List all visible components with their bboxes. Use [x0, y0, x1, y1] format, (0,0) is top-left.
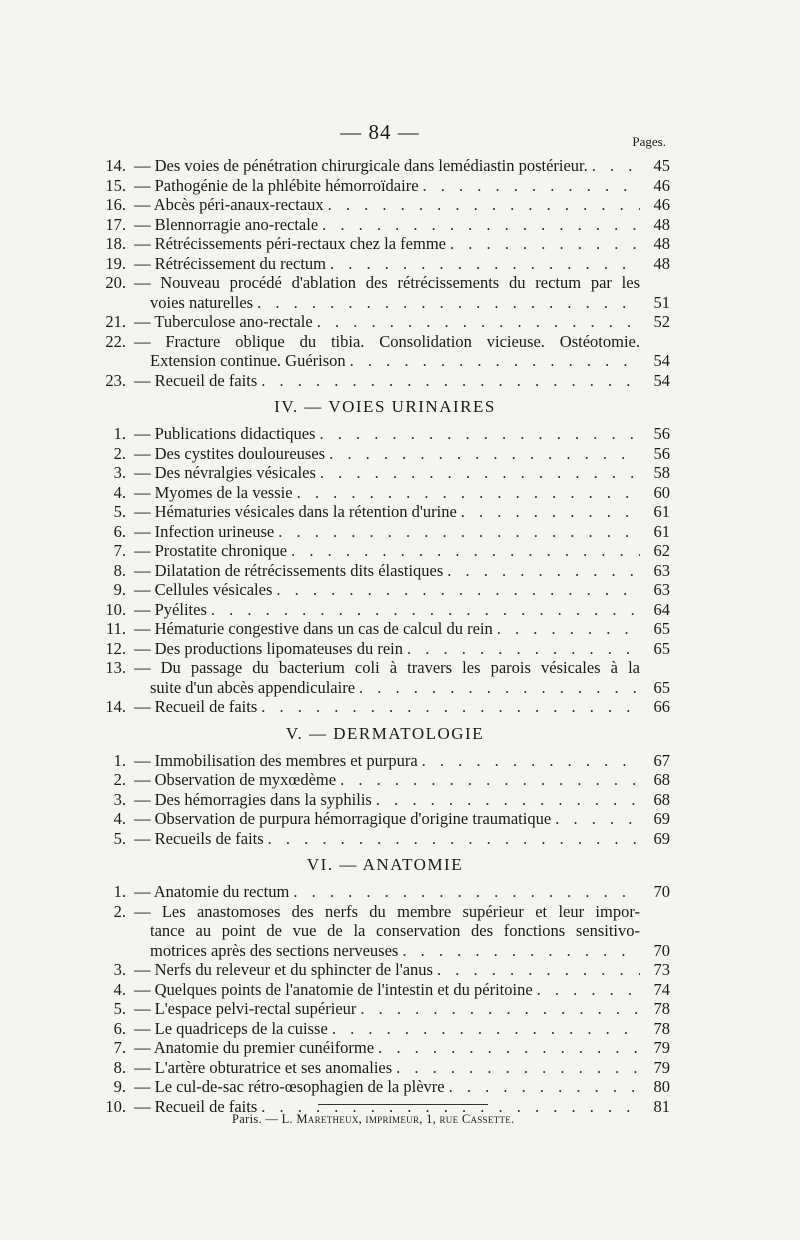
- entry-title-line: [134, 580, 640, 600]
- entry-title-text: — Le cul-de-sac rétro-œsophagien de la plèvre: [134, 1077, 445, 1096]
- toc-entry: [100, 980, 670, 1000]
- dot-leader: [447, 561, 640, 581]
- entry-number: 1.: [113, 882, 126, 901]
- entry-title-block: [134, 960, 640, 980]
- entry-page-number: 65: [653, 677, 670, 697]
- entry-title-text: — Nerfs du releveur et du sphincter de l'anus: [134, 960, 433, 979]
- entry-title-line: [134, 658, 640, 678]
- entry-title-block: [134, 697, 640, 717]
- entry-title-block: [134, 195, 640, 215]
- entry-title-text: suite d'un abcès appendiculaire: [150, 677, 356, 697]
- entry-title-line: [134, 312, 640, 332]
- dot-leader: [332, 1019, 640, 1039]
- entry-title-text: voies naturelles: [150, 292, 254, 312]
- entry-title-block: [134, 541, 640, 561]
- dot-leader: [328, 195, 640, 215]
- entry-page-number: 64: [653, 599, 670, 619]
- toc-entry: [100, 1077, 670, 1097]
- dot-leader: [402, 941, 640, 961]
- toc-entry: [100, 463, 670, 483]
- entry-page-number: 68: [653, 789, 670, 809]
- toc-group-initial: [100, 156, 670, 390]
- dot-leader: [293, 882, 640, 902]
- dot-leader: [537, 980, 640, 1000]
- entry-page-number: 78: [653, 1018, 670, 1038]
- entry-title-line: [134, 215, 640, 235]
- entry-title-line: [134, 1077, 640, 1097]
- entry-title-line: [134, 790, 640, 810]
- dot-leader: [261, 697, 640, 717]
- entry-number: 4.: [113, 979, 126, 999]
- entry-title-line: [134, 502, 640, 522]
- toc-entry: [100, 809, 670, 829]
- entry-page-number: 67: [653, 750, 670, 770]
- entry-page-number: 62: [653, 541, 670, 560]
- entry-title-block: [134, 332, 640, 371]
- entry-title-line: [134, 1038, 640, 1058]
- entry-title-line: [134, 1058, 640, 1078]
- entry-title-line: [134, 332, 640, 352]
- entry-title-block: [134, 658, 640, 697]
- entry-title-text: Extension continue. Guérison: [150, 351, 346, 370]
- toc-entry: [100, 751, 670, 771]
- dot-leader: [322, 215, 640, 235]
- dot-leader: [317, 312, 640, 332]
- entry-title-text: — Nouveau procédé d'ablation des rétrécissements du rectum par les: [134, 273, 640, 292]
- dot-leader: [376, 790, 640, 810]
- entry-title-block: [134, 463, 640, 483]
- entry-title-text: — Recueil de faits: [134, 370, 258, 390]
- entry-number: 2.: [113, 901, 126, 921]
- toc-entry: [100, 156, 670, 176]
- entry-page-number: 65: [653, 638, 670, 658]
- dot-leader: [297, 483, 640, 503]
- entry-title-line: [134, 541, 640, 561]
- entry-title-line: [134, 882, 640, 902]
- dot-leader: [330, 254, 640, 274]
- entry-page-number: 74: [653, 979, 670, 999]
- toc-entry: [100, 600, 670, 620]
- toc-entry: [100, 658, 670, 697]
- entry-number: 4.: [113, 482, 126, 502]
- entry-title-line: [134, 999, 640, 1019]
- entry-title-block: [134, 1038, 640, 1058]
- dot-leader: [257, 293, 640, 313]
- dot-leader: [261, 371, 640, 391]
- entry-page-number: 68: [653, 770, 670, 789]
- dot-leader: [449, 1077, 640, 1097]
- entry-number: 3.: [113, 463, 126, 482]
- entry-title-text: — L'artère obturatrice et ses anomalies: [134, 1057, 393, 1077]
- entry-page-number: 80: [653, 1077, 670, 1096]
- entry-number: 17.: [105, 214, 126, 234]
- toc-entry: [100, 770, 670, 790]
- dot-leader: [422, 751, 640, 771]
- entry-number: 7.: [113, 541, 126, 560]
- entry-page-number: 54: [653, 370, 670, 390]
- entry-title-text: — Cellules vésicales: [134, 580, 273, 599]
- entry-title-text: — Rétrécissement du rectum: [134, 253, 326, 273]
- dot-leader: [340, 770, 640, 790]
- entry-title-text: — Des cystites douloureuses: [134, 443, 326, 463]
- entry-page-number: 61: [653, 521, 670, 541]
- entry-title-block: [134, 371, 640, 391]
- toc-entry: [100, 1019, 670, 1039]
- entry-page-number: 51: [653, 292, 670, 312]
- entry-number: 8.: [113, 1057, 126, 1077]
- entry-title-line: [134, 770, 640, 790]
- toc-group-voies-urinaires: [100, 424, 670, 717]
- entry-title-text: — Hématurie congestive dans un cas de calcul du rein: [134, 619, 493, 638]
- entry-title-block: [134, 156, 640, 176]
- section-heading-voies-urinaires: IV. — VOIES URINAIRES: [274, 397, 496, 416]
- entry-title-line: [134, 195, 640, 215]
- entry-title-line: [134, 351, 640, 371]
- entry-title-line: [134, 156, 640, 176]
- entry-title-line: [134, 424, 640, 444]
- entry-title-block: [134, 254, 640, 274]
- entry-number: 3.: [113, 789, 126, 809]
- dot-leader: [211, 600, 640, 620]
- entry-title-block: [134, 809, 640, 829]
- toc-entry: [100, 234, 670, 254]
- entry-page-number: 79: [653, 1038, 670, 1057]
- entry-title-text: — L'espace pelvi-rectal supérieur: [134, 999, 357, 1018]
- entry-title-line: [134, 463, 640, 483]
- toc-entry: [100, 561, 670, 581]
- entry-title-block: [134, 483, 640, 503]
- entry-page-number: 54: [653, 351, 670, 370]
- entry-title-text: — Recueils de faits: [134, 828, 264, 848]
- entry-title-text: — Les anastomoses des nerfs du membre supérieur et leur impor-: [134, 901, 640, 921]
- entry-page-number: 65: [653, 619, 670, 638]
- dot-leader: [329, 444, 640, 464]
- toc-entry: [100, 502, 670, 522]
- entry-number: 13.: [105, 658, 126, 677]
- entry-title-block: [134, 980, 640, 1000]
- table-of-contents: [100, 156, 670, 1116]
- entry-title-block: [134, 312, 640, 332]
- entry-page-number: 66: [653, 697, 670, 716]
- entry-title-block: [134, 751, 640, 771]
- entry-title-line: [134, 829, 640, 849]
- page-number: — 84 —: [340, 120, 420, 144]
- entry-title-block: [134, 444, 640, 464]
- entry-page-number: 58: [653, 463, 670, 482]
- dot-leader: [407, 639, 640, 659]
- entry-number: 2.: [113, 770, 126, 789]
- entry-title-line: [134, 678, 640, 698]
- dot-leader: [437, 960, 640, 980]
- entry-title-block: [134, 902, 640, 961]
- toc-entry: [100, 371, 670, 391]
- printer-imprint: [232, 1112, 514, 1127]
- entry-number: 5.: [113, 999, 126, 1018]
- entry-title-text: — Pathogénie de la phlébite hémorroïdaire: [134, 175, 419, 195]
- entry-title-text: — Observation de myxœdème: [134, 770, 337, 789]
- entry-title-text: — Tuberculose ano-rectale: [134, 312, 313, 331]
- entry-page-number: 48: [653, 234, 670, 253]
- entry-number: 11.: [105, 619, 126, 638]
- entry-title-text: — Observation de purpura hémorragique d'origine traumatique: [134, 809, 552, 828]
- entry-title-text: — Quelques points de l'anatomie de l'intestin et du péritoine: [134, 979, 533, 999]
- toc-entry: [100, 176, 670, 196]
- entry-title-block: [134, 502, 640, 522]
- entry-number: 6.: [113, 521, 126, 541]
- entry-number: 20.: [105, 273, 126, 292]
- entry-title-text: — Prostatite chronique: [134, 541, 288, 560]
- entry-title-line: [134, 1019, 640, 1039]
- entry-title-block: [134, 790, 640, 810]
- footer-divider: [318, 1104, 488, 1105]
- dot-leader: [291, 541, 640, 561]
- entry-page-number: 48: [653, 214, 670, 234]
- entry-page-number: 81: [653, 1096, 670, 1116]
- entry-title-block: [134, 999, 640, 1019]
- toc-entry: [100, 619, 670, 639]
- entry-title-line: [134, 522, 640, 542]
- dot-leader: [461, 502, 640, 522]
- entry-number: 16.: [105, 195, 126, 214]
- toc-entry: [100, 424, 670, 444]
- toc-group-dermatologie: [100, 751, 670, 849]
- entry-number: 14.: [105, 156, 126, 175]
- toc-entry: [100, 999, 670, 1019]
- dot-leader: [320, 463, 640, 483]
- entry-title-line: [134, 293, 640, 313]
- toc-entry: [100, 522, 670, 542]
- entry-number: 23.: [105, 370, 126, 390]
- entry-title-line: [134, 809, 640, 829]
- entry-title-text: motrices après des sections nerveuses: [150, 940, 399, 960]
- entry-number: 18.: [105, 234, 126, 253]
- entry-page-number: 46: [653, 195, 670, 214]
- entry-page-number: 69: [653, 809, 670, 828]
- entry-title-block: [134, 1077, 640, 1097]
- dot-leader: [278, 522, 640, 542]
- toc-entry: [100, 960, 670, 980]
- entry-number: 10.: [105, 1096, 126, 1116]
- entry-number: 9.: [113, 580, 126, 599]
- entry-number: 21.: [105, 312, 126, 331]
- entry-page-number: 79: [653, 1057, 670, 1077]
- entry-page-number: 69: [653, 828, 670, 848]
- entry-page-number: 63: [653, 560, 670, 580]
- toc-entry: [100, 902, 670, 961]
- entry-number: 19.: [105, 253, 126, 273]
- toc-entry: [100, 639, 670, 659]
- pages-column-label: Pages.: [632, 134, 666, 149]
- section-heading-anatomie: VI. — ANATOMIE: [306, 855, 464, 874]
- entry-number: 14.: [105, 697, 126, 716]
- entry-page-number: 52: [653, 312, 670, 331]
- entry-title-block: [134, 770, 640, 790]
- entry-number: 3.: [113, 960, 126, 979]
- entry-page-number: 70: [653, 882, 670, 901]
- entry-number: 8.: [113, 560, 126, 580]
- entry-title-text: — Immobilisation des membres et purpura: [134, 750, 418, 770]
- dot-leader: [359, 678, 640, 698]
- entry-title-text: — Pyélites: [134, 599, 207, 619]
- entry-title-block: [134, 639, 640, 659]
- entry-title-line: [134, 234, 640, 254]
- imprint-printer: L. Maretheux, imprimeur, 1, rue Cassette.: [281, 1112, 515, 1126]
- entry-number: 1.: [113, 750, 126, 770]
- dot-leader: [396, 1058, 640, 1078]
- toc-entry: [100, 273, 670, 312]
- entry-title-line: [134, 273, 640, 293]
- entry-title-block: [134, 1058, 640, 1078]
- entry-title-line: [134, 254, 640, 274]
- entry-title-text: — Des névralgies vésicales: [134, 463, 316, 482]
- entry-title-text: — Anatomie du premier cunéiforme: [134, 1038, 375, 1057]
- entry-title-text: — Anatomie du rectum: [134, 882, 290, 901]
- entry-title-text: — Des productions lipomateuses du rein: [134, 638, 403, 658]
- entry-title-text: — Des hémorragies dans la syphilis: [134, 789, 372, 809]
- toc-entry: [100, 444, 670, 464]
- entry-title-text: — Recueil de faits: [134, 1096, 258, 1116]
- entry-title-text: — Fracture oblique du tibia. Consolidation vicieuse. Ostéotomie.: [134, 331, 640, 351]
- dot-leader: [497, 619, 640, 639]
- entry-number: 9.: [113, 1077, 126, 1096]
- entry-title-text: tance au point de vue de la conservation des fonctions sensitivo-: [150, 921, 640, 940]
- entry-title-text: — Blennorragie ano-rectale: [134, 214, 319, 234]
- dot-leader: [319, 424, 640, 444]
- dot-leader: [360, 999, 640, 1019]
- entry-page-number: 56: [653, 424, 670, 443]
- entry-title-text: — Du passage du bacterium coli à travers les parois vésicales à la: [134, 658, 640, 677]
- entry-title-block: [134, 829, 640, 849]
- entry-title-line: [134, 561, 640, 581]
- entry-number: 1.: [113, 424, 126, 443]
- entry-page-number: 73: [653, 960, 670, 979]
- toc-entry: [100, 254, 670, 274]
- entry-title-line: [134, 444, 640, 464]
- dot-leader: [423, 176, 640, 196]
- entry-title-block: [134, 619, 640, 639]
- entry-title-line: [134, 619, 640, 639]
- toc-entry: [100, 541, 670, 561]
- entry-number: 4.: [113, 809, 126, 828]
- imprint-city: Paris. —: [232, 1112, 279, 1126]
- entry-title-line: [134, 697, 640, 717]
- entry-title-text: — Des voies de pénétration chirurgicale dans lemédiastin postérieur.: [134, 156, 588, 175]
- dot-leader: [378, 1038, 640, 1058]
- entry-title-text: — Publications didactiques: [134, 424, 316, 443]
- entry-title-text: — Abcès péri-anaux-rectaux: [134, 195, 324, 214]
- entry-title-block: [134, 580, 640, 600]
- entry-title-line: [134, 960, 640, 980]
- dot-leader: [276, 580, 640, 600]
- entry-title-text: — Infection urineuse: [134, 521, 275, 541]
- dot-leader: [450, 234, 640, 254]
- dot-leader: [268, 829, 640, 849]
- entry-page-number: 48: [653, 253, 670, 273]
- entry-number: 10.: [105, 599, 126, 619]
- entry-title-line: [134, 639, 640, 659]
- entry-number: 5.: [113, 828, 126, 848]
- entry-title-block: [134, 273, 640, 312]
- entry-page-number: 45: [653, 156, 670, 175]
- entry-page-number: 63: [653, 580, 670, 599]
- entry-number: 15.: [105, 175, 126, 195]
- toc-entry: [100, 312, 670, 332]
- entry-number: 7.: [113, 1038, 126, 1057]
- entry-title-line: [134, 751, 640, 771]
- toc-entry: [100, 580, 670, 600]
- toc-entry: [100, 483, 670, 503]
- entry-title-block: [134, 215, 640, 235]
- entry-title-block: [134, 424, 640, 444]
- toc-entry: [100, 332, 670, 371]
- toc-entry: [100, 829, 670, 849]
- entry-title-block: [134, 1019, 640, 1039]
- entry-title-block: [134, 234, 640, 254]
- entry-title-block: [134, 176, 640, 196]
- dot-leader: [592, 156, 640, 176]
- entry-page-number: 78: [653, 999, 670, 1018]
- entry-page-number: 70: [653, 940, 670, 960]
- entry-title-text: — Le quadriceps de la cuisse: [134, 1018, 328, 1038]
- entry-title-line: [134, 483, 640, 503]
- entry-title-text: — Dilatation de rétrécissements dits élastiques: [134, 560, 444, 580]
- toc-entry: [100, 195, 670, 215]
- entry-title-text: — Recueil de faits: [134, 697, 258, 716]
- entry-page-number: 46: [653, 175, 670, 195]
- toc-entry: [100, 790, 670, 810]
- entry-title-line: [134, 371, 640, 391]
- entry-title-line: [134, 902, 640, 922]
- entry-title-line: [134, 941, 640, 961]
- entry-title-line: [134, 600, 640, 620]
- toc-entry: [100, 215, 670, 235]
- entry-title-block: [134, 600, 640, 620]
- section-heading-dermatologie: V. — DERMATOLOGIE: [285, 723, 485, 743]
- entry-title-line: [134, 176, 640, 196]
- toc-entry: [100, 697, 670, 717]
- entry-page-number: 60: [653, 482, 670, 502]
- entry-title-line: [134, 980, 640, 1000]
- toc-entry: [100, 882, 670, 902]
- entry-page-number: 61: [653, 502, 670, 521]
- entry-title-block: [134, 882, 640, 902]
- entry-title-block: [134, 561, 640, 581]
- entry-title-line: [134, 921, 640, 941]
- entry-title-text: — Hématuries vésicales dans la rétention d'urine: [134, 502, 457, 521]
- toc-group-anatomie: [100, 882, 670, 1116]
- entry-number: 12.: [105, 638, 126, 658]
- entry-number: 22.: [105, 331, 126, 351]
- entry-number: 5.: [113, 502, 126, 521]
- toc-entry: [100, 1038, 670, 1058]
- entry-title-block: [134, 522, 640, 542]
- toc-entry: [100, 1058, 670, 1078]
- entry-number: 6.: [113, 1018, 126, 1038]
- entry-title-text: — Myomes de la vessie: [134, 482, 293, 502]
- dot-leader: [555, 809, 640, 829]
- entry-title-text: — Rétrécissements péri-rectaux chez la femme: [134, 234, 446, 253]
- entry-page-number: 56: [653, 443, 670, 463]
- entry-number: 2.: [113, 443, 126, 463]
- dot-leader: [350, 351, 640, 371]
